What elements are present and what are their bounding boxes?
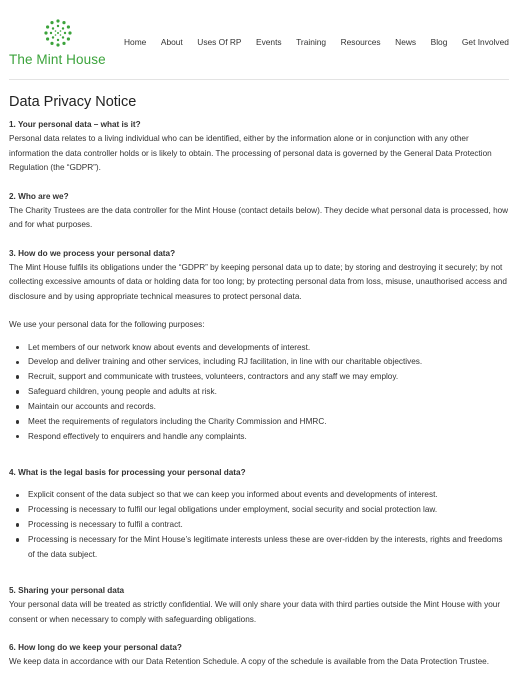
purposes-list — [9, 341, 509, 445]
nav-events[interactable]: Events — [256, 37, 282, 47]
site-header — [0, 0, 522, 80]
section-heading: 4. What is the legal basis for processing your personal data? — [9, 468, 246, 478]
header-divider — [9, 79, 509, 80]
nav-resources[interactable]: Resources — [340, 37, 381, 47]
main-content — [9, 92, 509, 684]
list-item: Maintain our accounts and records. — [28, 400, 509, 415]
section-heading: 6. How long do we keep your personal data? — [9, 643, 182, 653]
page-title: Data Privacy Notice — [9, 94, 137, 110]
section-heading: 1. Your personal data – what is it? — [9, 120, 141, 129]
list-item: Processing is necessary for the Mint House’s legitimate interests unless these are over-ridden by the interests, rights and freedoms of the data subject. — [28, 533, 509, 562]
nav-about[interactable]: About — [160, 37, 183, 47]
list-item: Meet the requirements of regulators including the Charity Commission and HMRC. — [28, 415, 509, 430]
section-body: Personal data relates to a living individual who can be identified, either by the information alone or in conjunction with any other information the data controller holds or is likely to obtain. The processing of personal data is governed by the General Data Protection Regulation (the “GDPR”). — [9, 134, 492, 172]
list-item: Processing is necessary to fulfil a contract. — [28, 518, 509, 533]
main-nav — [124, 37, 509, 47]
section-body: Your personal data will be treated as strictly confidential. We will only share your data with third parties outside the Mint House with your consent or when necessary to comply with safeguarding obligations. — [9, 600, 501, 624]
nav-get-involved[interactable]: Get Involved — [461, 37, 509, 47]
section-how-we-process — [9, 247, 509, 445]
section-heading: 5. Sharing your personal data — [9, 586, 125, 596]
section-body: The Charity Trustees are the data controller for the Mint House (contact details below). They decide what personal data is processed, how and for what purposes. — [9, 205, 509, 229]
section-body: We keep data in accordance with our Data Retention Schedule. A copy of the schedule is available from the Data Protection Trustee. — [9, 657, 490, 667]
section-heading: 3. How do we process your personal data? — [9, 248, 176, 258]
section-retention — [9, 641, 509, 670]
logo-text: The Mint House — [9, 52, 106, 67]
list-item: Processing is necessary to fulfil our legal obligations under employment, social security and social protection law. — [28, 503, 509, 518]
nav-blog[interactable]: Blog — [430, 37, 448, 47]
section-who-are-we — [9, 190, 509, 233]
nav-training[interactable]: Training — [296, 37, 327, 47]
mint-logo-icon — [43, 18, 73, 48]
nav-home[interactable]: Home — [124, 37, 147, 47]
site-logo[interactable] — [9, 18, 114, 70]
section-legal-basis — [9, 466, 509, 562]
section-heading: 2. Who are we? — [9, 191, 69, 201]
nav-uses-of-rp[interactable]: Uses Of RP — [197, 37, 242, 47]
list-item: Develop and deliver training and other services, including RJ facilitation, in line with our charitable objectives. — [28, 355, 509, 370]
section-sharing-data — [9, 584, 509, 627]
list-item: Let members of our network know about events and developments of interest. — [28, 341, 509, 356]
list-item: Explicit consent of the data subject so that we can keep you informed about events and developments of interest. — [28, 488, 509, 503]
list-item: Recruit, support and communicate with trustees, volunteers, contractors and any staff we may employ. — [28, 370, 509, 385]
section-your-personal-data — [9, 118, 509, 176]
list-item: Respond effectively to enquirers and handle any complaints. — [28, 430, 509, 445]
legal-basis-list — [9, 488, 509, 562]
list-item: Safeguard children, young people and adults at risk. — [28, 385, 509, 400]
section-body: The Mint House fulfils its obligations under the “GDPR” by keeping personal data up to date; by storing and destroying it securely; by not collecting excessive amounts of data or holding data for too long; by protecting personal data from loss, misuse, unauthorised access and disclosure and by using appropriate technical measures to protect personal data. — [9, 262, 507, 301]
nav-news[interactable]: News — [395, 37, 417, 47]
purposes-intro: We use your personal data for the following purposes: — [9, 320, 205, 329]
